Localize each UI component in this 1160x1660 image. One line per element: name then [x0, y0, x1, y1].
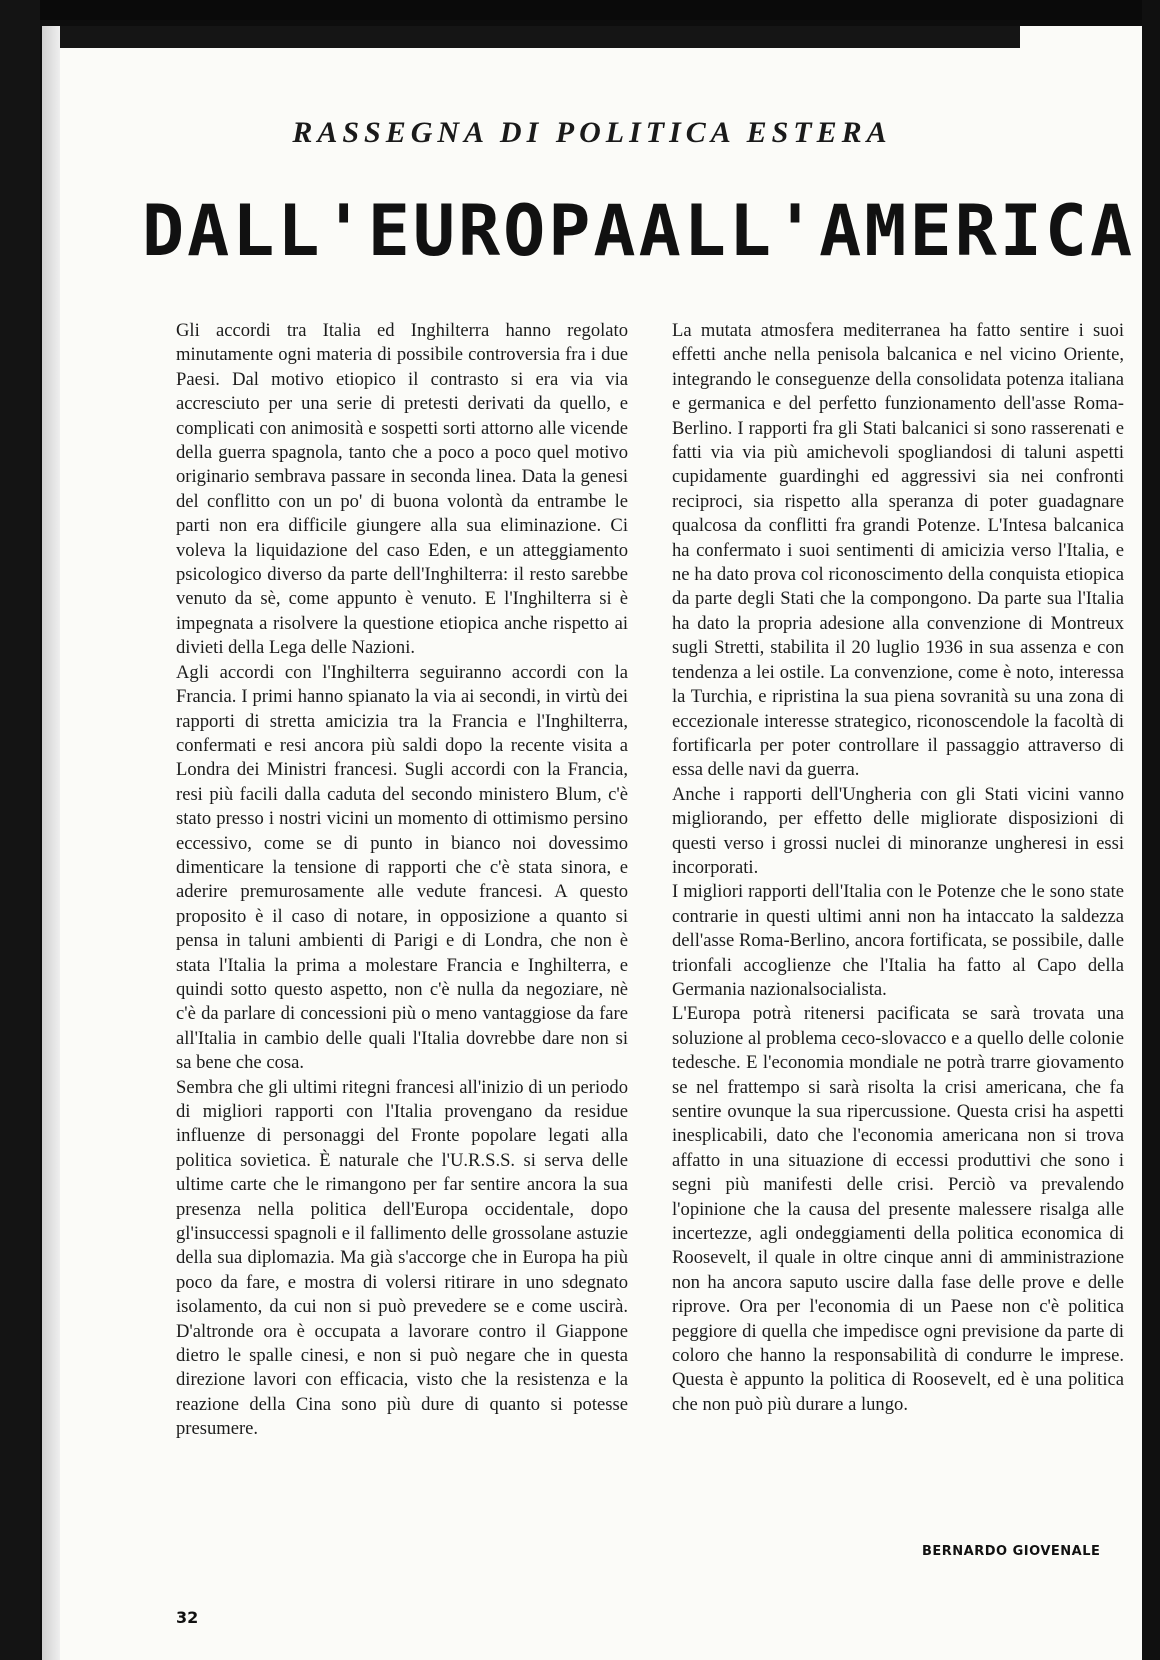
- scan-border-left: [0, 0, 40, 1660]
- headline-part-2: ALL'AMERICA: [638, 190, 1136, 272]
- scan-border-right: [1142, 0, 1160, 1660]
- page-number: 32: [176, 1608, 199, 1627]
- paragraph: L'Europa potrà ritenersi pacificata se sarà trovata una soluzione al problema ceco-slovacco e a quello delle colonie tedesche. E l'economia mondiale ne potrà trarre giovamento se nel frattempo si sarà risolta la crisi americana, che fa sentire ovunque la sua ripercussione. Questa crisi ha aspetti inesplicabili, dato che l'economia americana non si trova affatto in una situazione di eccessi produttivi che sono i segni più manifesti delle crisi. Perciò va prevalendo l'opinione che la causa del presente malessere risalga alle incertezze, agli ondeggiamenti della politica economica di Roosevelt, il quale in oltre cinque anni di amministrazione non ha ancora saputo uscire dalla fase delle prove e delle riprove. Ora per l'economia di un Paese non c'è politica peggiore di quella che impedisce ogni previsione da parte di coloro che hanno la responsabilità di condurre le imprese. Questa è appunto la politica di Roosevelt, ed è una politica che non può più durare a lungo.: [672, 1003, 1124, 1415]
- paragraph: Gli accordi tra Italia ed Inghilterra hanno regolato minutamente ogni materia di possibile controversia fra i due Paesi. Dal motivo etiopico il contrasto si era via via accresciuto per una serie di pretesti derivati da quello, e complicati con animosità e sospetti sorti attorno alle vicende della guerra spagnola, tanto che a poco a poco quel motivo originario sembrava passare in seconda linea. Data la genesi del conflitto con un po' di buona volontà da entrambe le parti non era difficile giungere alla sua eliminazione. Ci voleva la liquidazione del caso Eden, e un atteggiamento psicologico diverso da parte dell'Inghilterra: il resto sarebbe venuto da sè, come appunto è venuto. E l'Inghilterra si è impegnata a risolvere la questione etiopica anche rispetto ai divieti della Lega delle Nazioni.: [176, 320, 628, 659]
- binding-edge: [42, 26, 60, 1660]
- headline-part-1: DALL'EUROPA: [142, 190, 639, 272]
- right-column: [672, 319, 1124, 1417]
- paragraph: Anche i rapporti dell'Ungheria con gli Stati vicini vanno migliorando, per effetto delle migliorate disposizioni di questi verso i grossi nuclei di minoranze ungheresi in essi incorporati.: [672, 783, 1124, 878]
- magazine-page: [42, 26, 1142, 1660]
- scan-shadow-band: [60, 26, 1020, 48]
- paragraph: La mutata atmosfera mediterranea ha fatto sentire i suoi effetti anche nella penisola balcanica e nel vicino Oriente, integrando le conseguenze della consolidata potenza italiana e germanica e del perfetto funzionamento dell'asse Roma-Berlino. I rapporti fra gli Stati balcanici si sono rasserenati e fatti via via più amichevoli spogliandosi di taluni aspetti cupidamente guardinghi ed aggressivi sia nei confronti reciproci, sia rispetto alla speranza di poter guadagnare qualcosa da conflitti fra grandi Potenze. L'Intesa balcanica ha confermato i suoi sentimenti di amicizia verso l'Italia, e ne ha dato prova col riconoscimento della conquista etiopica da parte degli Stati che la compongono. Da parte sua l'Italia ha dato la propria adesione alla convenzione di Montreux sugli Stretti, stabilita il 20 luglio 1936 in sua assenza e con tendenza a lei ostile. La convenzione, come è noto, interessa la Turchia, e ripristina la sua piena sovranità su una zona di eccezionale interesse strategico, riconoscendole la facoltà di fortificarla per poter controllare il passaggio attraverso di essa delle navi da guerra.: [672, 320, 1124, 781]
- paragraph: I migliori rapporti dell'Italia con le Potenze che le sono state contrarie in questi ultimi anni non ha intaccato la saldezza dell'asse Roma-Berlino, ancora fortificata, se possibile, dalle trionfali accoglienze che l'Italia ha fatto al Capo della Germania nazionalsocialista.: [672, 881, 1124, 1000]
- headline: [142, 190, 1136, 272]
- scan-border-top: [0, 0, 1160, 20]
- section-title: RASSEGNA DI POLITICA ESTERA: [292, 116, 892, 149]
- left-column: [176, 319, 628, 1442]
- paragraph: Agli accordi con l'Inghilterra seguiranno accordi con la Francia. I primi hanno spianato la via ai secondi, in virtù dei rapporti di stretta amicizia tra la Francia e l'Inghilterra, confermati e resi ancora più saldi dopo la recente visita a Londra dei Ministri francesi. Sugli accordi con la Francia, resi più facili dalla caduta del secondo ministero Blum, c'è stato presso i nostri vicini un momento di ottimismo persino eccessivo, come se di punto in bianco noi dovessimo dimenticare la tensione di rapporti che c'è stata sinora, e aderire premurosamente alle vedute francesi. A questo proposito è il caso di notare, in opposizione a quanto si pensa in taluni ambienti di Parigi e di Londra, che non è stata l'Italia la prima a molestare Francia e Inghilterra, e quindi sotto questo aspetto, non c'è nulla da negoziare, nè c'è da parlare di concessioni più o meno vantaggiose da fare all'Italia in cambio delle quali l'Italia dovrebbe dare non si sa bene che cosa.: [176, 661, 628, 1074]
- paragraph: Sembra che gli ultimi ritegni francesi all'inizio di un periodo di migliori rapporti con l'Italia provengano da residue influenze di personaggi del Fronte popolare legati alla politica sovietica. È naturale che l'U.R.S.S. si serva delle ultime carte che le rimangono per far sentire ancora la sua presenza nella politica dell'Europa occidentale, dopo gl'insuccessi spagnoli e il fallimento delle grossolane astuzie della sua diplomazia. Ma già s'accorge che in Europa ha più poco da fare, e mostra di volersi ritirare in uno sdegnato isolamento, da cui non si può prevedere se e come uscirà. D'altronde ora è occupata a lavorare contro il Giappone dietro le spalle cinesi, e non si può negare che in questa direzione lavori con efficacia, visto che la resistenza e la reazione della Cina sono più dure di quanto si potesse presumere.: [176, 1076, 628, 1440]
- author-signature: BERNARDO GIOVENALE: [922, 1544, 1101, 1559]
